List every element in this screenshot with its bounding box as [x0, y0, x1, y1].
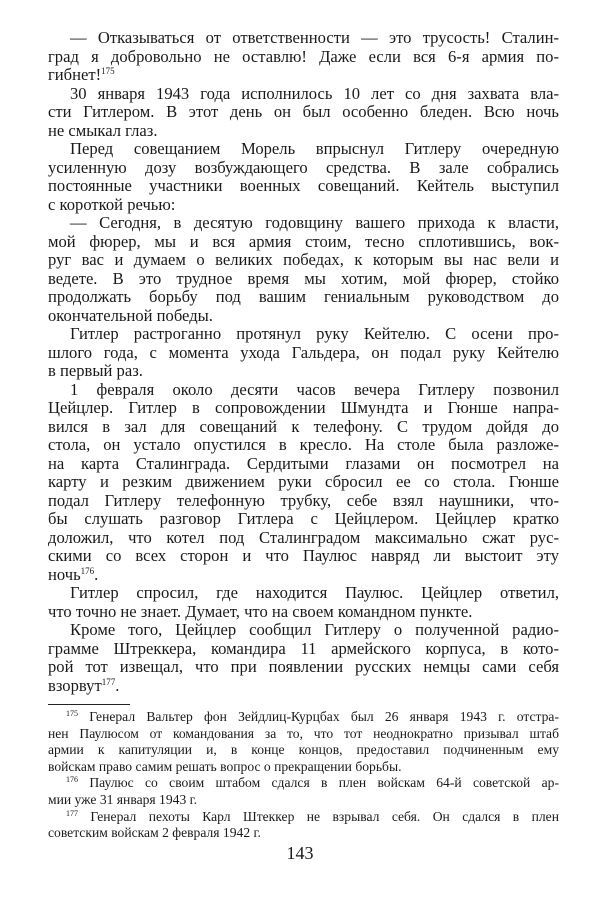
text-line — [48, 29, 559, 48]
text-line — [48, 529, 559, 548]
body-text — [48, 29, 559, 695]
line-text: Гитлер растроганно протянул руку Кейтелю. С осени про- — [70, 324, 559, 343]
text-line — [48, 473, 559, 492]
text-line — [48, 177, 559, 196]
line-text: 30 января 1943 года исполнилось 10 лет со дня захвата вла- — [70, 83, 559, 103]
footnote-line — [48, 792, 559, 809]
text-line — [48, 344, 559, 363]
paragraph — [48, 29, 559, 85]
line-text: постоянные участники военных совещаний. Кейтель выступил — [48, 176, 559, 195]
text-line — [48, 288, 559, 307]
line-text: скими со всех сторон и что Паулюс навряд ли выстоит эту — [48, 546, 559, 565]
line-text: на карта Сталинграда. Сердитыми глазами он посмотрел на — [48, 453, 559, 473]
text-line — [48, 381, 559, 400]
text-line — [48, 547, 559, 566]
text-line — [48, 251, 559, 270]
line-text: руг вас и думаем о великих победах, к которым вы нас вели и — [48, 250, 559, 269]
text-line — [48, 510, 559, 529]
line-text: стола, он устало опустился в кресло. На столе была разложе- — [48, 435, 559, 454]
line-text: не смыкал глаз. — [48, 120, 158, 140]
line-text: сти Гитлером. В этот день он был особенно бледен. Всю ночь — [48, 102, 559, 121]
line-text: Гитлер спросил, где находится Паулюс. Цейцлер ответил, — [70, 583, 559, 602]
footnote — [48, 709, 559, 775]
line-text: — Сегодня, в десятую годовщину вашего прихода к власти, — [70, 213, 559, 232]
line-text: подал Гитлеру телефонную трубку, себе взял наушники, что- — [48, 490, 559, 510]
text-line — [48, 233, 559, 252]
text-line — [48, 621, 559, 640]
paragraph — [48, 325, 559, 381]
line-text: гибнет! — [48, 65, 102, 84]
text-line — [48, 677, 559, 696]
line-text: в первый раз. — [48, 361, 143, 380]
text-line — [48, 325, 559, 344]
text-line — [48, 436, 559, 455]
footnote-number: 176 — [66, 775, 78, 785]
line-text: доложил, что котел под Сталинградом максимально сжат рус- — [48, 527, 559, 547]
line-text: рой тот извещал, что при появлении русских немцы сами себя — [48, 657, 559, 676]
text-line — [48, 159, 559, 178]
footnote-line — [48, 809, 559, 826]
footnote-ref: 176 — [80, 565, 95, 576]
footnote-line — [48, 709, 559, 726]
footnote — [48, 775, 559, 808]
text-line — [48, 603, 559, 622]
footnote-ref: 175 — [101, 66, 115, 76]
footnote-separator — [48, 704, 130, 705]
line-text: ночь — [48, 564, 81, 584]
footnotes — [48, 709, 559, 842]
text-line — [48, 492, 559, 511]
text-line — [48, 640, 559, 659]
line-text: шлого года, с момента ухода Гальдера, он подал руку Кейтелю — [48, 342, 559, 362]
paragraph — [48, 381, 559, 585]
footnote-line — [48, 775, 559, 792]
text-line — [48, 48, 559, 67]
line-text: взорвут — [48, 675, 102, 695]
line-text: усиленную дозу возбуждающего средства. В зале собрались — [48, 157, 559, 177]
footnote — [48, 809, 559, 842]
footnote-line — [48, 742, 559, 759]
line-text: вился в зал для совещаний к телефону. С трудом дойдя до — [48, 416, 559, 436]
line-text: с короткой речью: — [48, 194, 176, 214]
footnote-line — [48, 825, 559, 842]
footnote-number: 175 — [66, 709, 78, 718]
line-text: грамме Штреккера, командира 11 армейского корпуса, в кото- — [48, 638, 559, 658]
text-line — [48, 122, 559, 141]
text-line — [48, 566, 559, 585]
footnote-text: мии уже 31 января 1943 г. — [48, 791, 198, 807]
line-text: бы слушать разговор Гитлера с Цейцлером. Цейцлер кратко — [48, 509, 559, 528]
text-line — [48, 85, 559, 104]
text-line — [48, 584, 559, 603]
line-text-after: . — [115, 675, 120, 695]
paragraph — [48, 584, 559, 621]
page-number: 143 — [286, 843, 314, 863]
footnote-ref: 177 — [101, 676, 116, 687]
text-line — [48, 270, 559, 289]
footnote-line — [48, 759, 559, 776]
line-text: мой фюрер, мы и вся армия стоим, тесно сплотившись, вок- — [48, 231, 559, 251]
line-text: Перед совещанием Морель впрыснул Гитлеру очередную — [70, 139, 559, 158]
paragraph — [48, 621, 559, 695]
line-text: град я добровольно не оставлю! Даже если вся 6-я армия по- — [48, 46, 559, 66]
paragraph — [48, 140, 559, 214]
paragraph — [48, 85, 559, 141]
line-text: Кроме того, Цейцлер сообщил Гитлеру о полученной радио- — [70, 620, 559, 639]
footnote-text: армии к капитуляции и, в конце концов, предоставил подчиненным ему — [48, 742, 559, 758]
line-text: 1 февраля около десяти часов вечера Гитлеру позвонил — [70, 379, 559, 399]
text-line — [48, 307, 559, 326]
line-text: ведете. В это трудное время мы хотим, мой фюрер, стойко — [48, 268, 559, 288]
line-text: окончательной победы. — [48, 305, 213, 325]
text-line — [48, 140, 559, 159]
text-line — [48, 196, 559, 215]
line-text: — Отказываться от ответственности — это трусость! Сталин- — [70, 28, 559, 47]
text-line — [48, 66, 559, 85]
line-text-after: . — [94, 564, 99, 584]
footnote-text: нен Паулюсом от командования за то, что тот неоднократно призывал штаб — [48, 725, 559, 741]
footnote-text: войскам право самим решать вопрос о прекращении борьбы. — [48, 758, 402, 774]
line-text: Цейцлер. Гитлер в сопровождении Шмундта и Гюнше напра- — [48, 398, 559, 417]
line-text: карту и резким движением руки сбросил ее со стола. Гюнше — [48, 472, 559, 491]
text-line — [48, 658, 559, 677]
paragraph — [48, 214, 559, 325]
text-line — [48, 399, 559, 418]
footnote-text: Генерал Вальтер фон Зейдлиц-Курцбах был 26 января 1943 г. отстра- — [89, 709, 559, 724]
line-text: продолжать борьбу под вашим гениальным руководством до — [48, 287, 559, 306]
text-line — [48, 214, 559, 233]
footnote-number: 177 — [66, 808, 78, 818]
footnote-text: Паулюс со своим штабом сдался в плен войскам 64-й советской ар- — [89, 775, 559, 791]
line-text: что точно не знает. Думает, что на своем командном пункте. — [48, 601, 473, 621]
text-line — [48, 362, 559, 381]
text-line — [48, 418, 559, 437]
text-line — [48, 455, 559, 474]
footnote-text: советским войскам 2 февраля 1942 г. — [48, 825, 261, 841]
footnote-line — [48, 726, 559, 743]
text-line — [48, 103, 559, 122]
footnote-text: Генерал пехоты Карл Штеккер не взрывал себя. Он сдался в плен — [90, 808, 559, 824]
